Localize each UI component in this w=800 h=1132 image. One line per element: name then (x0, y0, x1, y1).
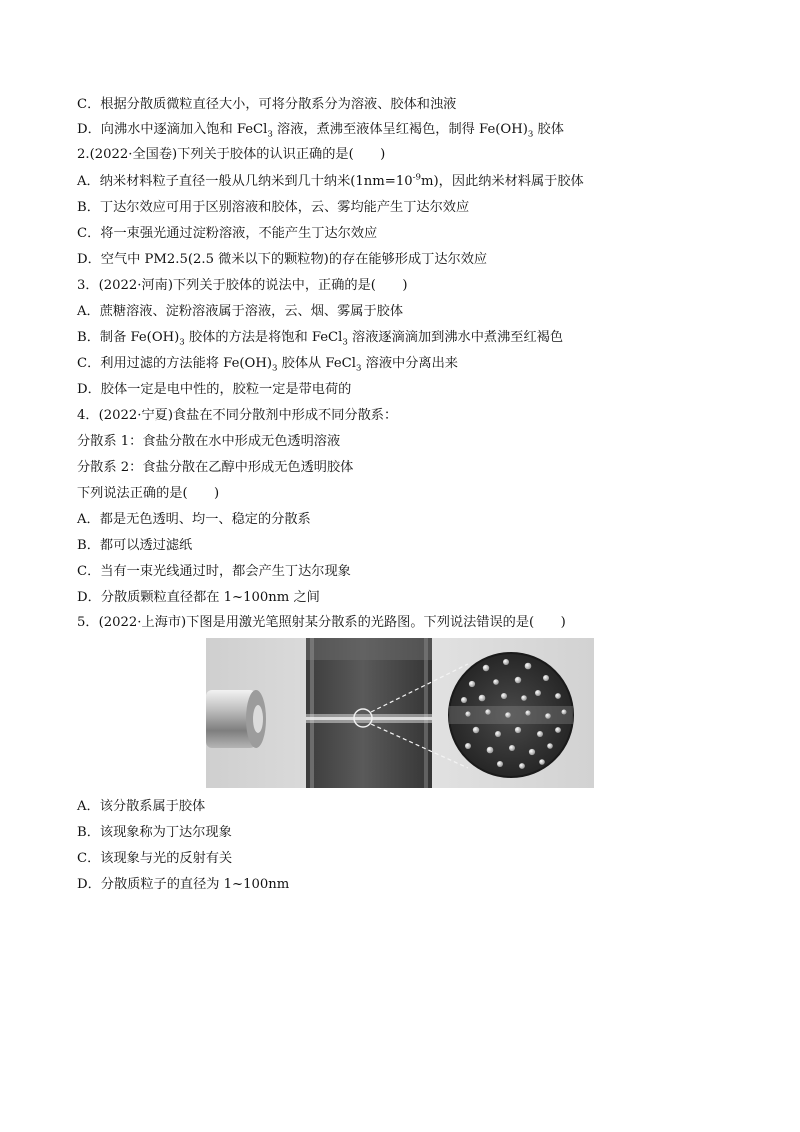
subscript: 3 (272, 363, 278, 374)
laser-pointer-icon (206, 690, 266, 748)
subscript: 3 (267, 129, 273, 140)
q4-system-2: 分散系 2：食盐分散在乙醇中形成无色透明胶体 (77, 460, 354, 475)
subscript: 3 (355, 363, 362, 374)
q2-option-a-text: A．纳米材料粒子直径一般从几纳米到几十纳米(1nm=10 (77, 174, 413, 189)
q4-prompt: 下列说法正确的是( ) (77, 486, 220, 501)
q1-option-d-text: D．向沸水中逐滴加入饱和 FeCl (77, 122, 268, 137)
q5-stem: 5．(2022·上海市)下图是用激光笔照射某分散系的光路图。下列说法错误的是( ) (77, 615, 566, 630)
particle-zoom-icon (449, 653, 573, 777)
q5-option-c: C．该现象与光的反射有关 (77, 851, 233, 866)
light-beam-icon (306, 714, 432, 723)
q3-option-b (77, 329, 563, 347)
q4-option-b: B．都可以透过滤纸 (77, 538, 193, 553)
q2-stem: 2.(2022·全国卷)下列关于胶体的认识正确的是( ) (77, 147, 386, 162)
q3-option-b-text: 胶体的方法是将饱和 FeCl (184, 330, 343, 345)
q4-stem: 4．(2022·宁夏)食盐在不同分散剂中形成不同分散系： (77, 408, 398, 423)
q3-option-b-text: B．制备 Fe(OH) (77, 330, 180, 345)
q3-option-c-text: 溶液中分离出来 (361, 356, 458, 371)
q5-option-a: A．该分散系属于胶体 (77, 799, 206, 814)
q2-option-d: D．空气中 PM2.5(2.5 微米以下的颗粒物)的存在能够形成丁达尔效应 (77, 252, 488, 267)
q3-option-c-text: 胶体从 FeCl (277, 356, 356, 371)
tyndall-effect-illustration (206, 638, 594, 788)
q2-option-c: C．将一束强光通过淀粉溶液，不能产生丁达尔效应 (77, 226, 378, 241)
q1-option-c: C．根据分散质微粒直径大小，可将分散系分为溶液、胶体和浊液 (77, 97, 457, 112)
subscript: 3 (527, 129, 534, 140)
q3-option-a: A．蔗糖溶液、淀粉溶液属于溶液，云、烟、雾属于胶体 (77, 304, 404, 319)
subscript: 3 (342, 337, 348, 348)
q4-option-a: A．都是无色透明、均一、稳定的分散系 (77, 512, 311, 527)
q3-stem: 3．(2022·河南)下列关于胶体的说法中，正确的是( ) (77, 278, 408, 293)
q3-option-d: D．胶体一定是电中性的，胶粒一定是带电荷的 (77, 382, 352, 397)
q4-system-1: 分散系 1：食盐分散在水中形成无色透明溶液 (77, 434, 341, 449)
q2-option-b: B．丁达尔效应可用于区别溶液和胶体，云、雾均能产生丁达尔效应 (77, 200, 470, 215)
q5-option-b: B．该现象称为丁达尔现象 (77, 825, 232, 840)
q4-option-d: D．分散质颗粒直径都在 1~100nm 之间 (77, 590, 320, 605)
q5-option-d: D．分散质粒子的直径为 1~100nm (77, 877, 290, 892)
q3-option-c-text: C．利用过滤的方法能将 Fe(OH) (77, 356, 272, 371)
beaker-icon (306, 638, 432, 788)
q2-option-a (77, 173, 584, 191)
tyndall-effect-figure (206, 638, 594, 788)
q1-option-d (77, 121, 564, 139)
superscript: -9 (412, 172, 421, 183)
q1-option-d-text: 胶体 (533, 122, 564, 137)
q2-option-a-text: m)，因此纳米材料属于胶体 (421, 174, 584, 189)
q4-option-c: C．当有一束光线通过时，都会产生丁达尔现象 (77, 564, 351, 579)
q3-option-c (77, 355, 458, 373)
subscript: 3 (179, 337, 185, 348)
q1-option-d-text: 溶液，煮沸至液体呈红褐色，制得 Fe(OH) (272, 122, 528, 137)
q3-option-b-text: 溶液逐滴滴加到沸水中煮沸至红褐色 (347, 330, 564, 345)
